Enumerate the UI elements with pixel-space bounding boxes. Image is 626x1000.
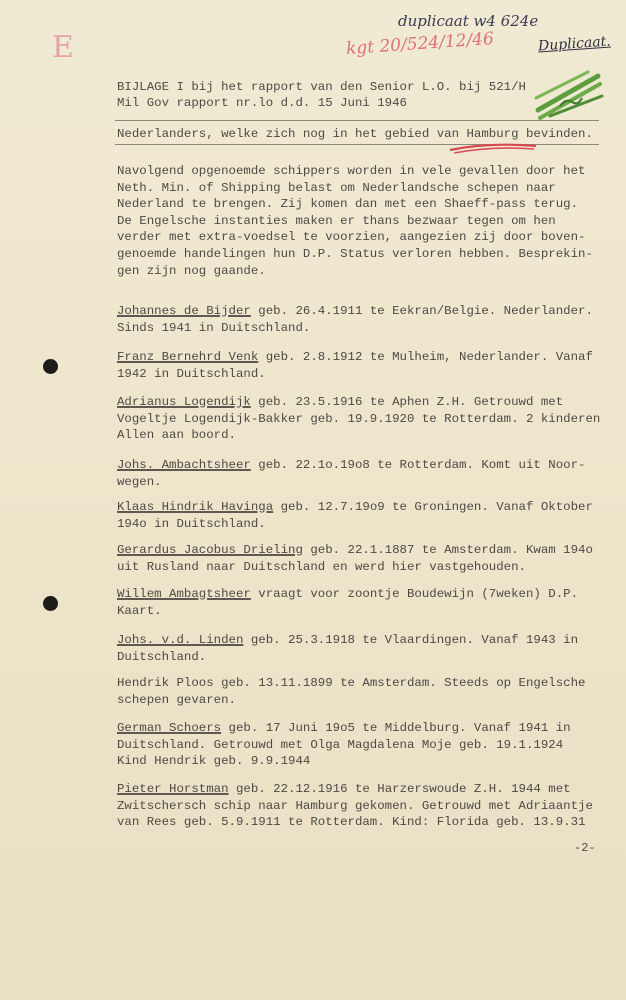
entry-text: geb. 25.3.1918 te Vlaardingen. Vanaf 1943 in xyxy=(243,633,579,647)
entry-text: Duitschland. xyxy=(117,649,207,664)
header-rule-top xyxy=(115,120,599,121)
intro-line: verder met extra-voedsel te voorzien, aangezien zij door boven- xyxy=(117,230,586,245)
person-entry xyxy=(117,675,607,708)
person-name: Johs. Ambachtsheer xyxy=(117,458,251,472)
punch-hole xyxy=(43,359,58,374)
handwritten-reference-number: kgt 20/524/12/46 xyxy=(345,28,495,60)
person-entry xyxy=(117,720,607,770)
entry-text: Sinds 1941 in Duitschland. xyxy=(117,320,311,335)
person-name: Klaas Hindrik Havinga xyxy=(117,500,274,514)
entry-text: 1942 in Duitschland. xyxy=(117,366,266,381)
entry-text: Kind Hendrik geb. 9.9.1944 xyxy=(117,754,311,769)
handwritten-duplicaat-note: duplicaat w4 624e xyxy=(398,12,539,30)
punch-hole xyxy=(43,596,58,611)
intro-line: gen zijn nog gaande. xyxy=(117,263,266,278)
person-name: Adrianus Logendijk xyxy=(117,395,251,409)
entry-text: uit Rusland naar Duitschland en werd hier vastgehouden. xyxy=(117,559,526,574)
subject-line: Nederlanders, welke zich nog in het gebied van Hamburg bevinden. xyxy=(117,127,593,141)
attachment-header-line2: Mil Gov rapport nr.lo d.d. 15 Juni 1946 xyxy=(117,96,407,110)
entry-text: geb. 2.8.1912 te Mulheim, Nederlander. Vanaf xyxy=(258,350,593,364)
person-name: Hendrik Ploos xyxy=(117,676,214,690)
entry-text: Duitschland. Getrouwd met Olga Magdalena Moje geb. 19.1.1924 xyxy=(117,737,564,752)
person-entry xyxy=(117,303,607,336)
person-entry xyxy=(117,586,607,619)
entry-text: geb. 13.11.1899 te Amsterdam. Steeds op Engelsche xyxy=(213,676,586,690)
person-name: Johs. v.d. Linden xyxy=(117,633,244,647)
entry-text: geb. 17 Juni 19o5 te Middelburg. Vanaf 1941 in xyxy=(221,721,571,735)
entry-text: van Rees geb. 5.9.1911 te Rotterdam. Kind: Florida geb. 13.9.31 xyxy=(117,815,586,830)
person-name: Pieter Horstman xyxy=(117,782,229,796)
person-entry xyxy=(117,499,607,532)
person-name: Franz Bernehrd Venk xyxy=(117,350,259,364)
intro-paragraph xyxy=(117,163,607,279)
green-crayon-mark xyxy=(532,68,604,122)
entry-text: geb. 22.12.1916 te Harzerswoude Z.H. 1944 met xyxy=(228,782,571,796)
person-entry xyxy=(117,781,607,831)
red-pencil-underline xyxy=(448,140,538,154)
entry-text: geb. 22.1.1887 te Amsterdam. Kwam 194o xyxy=(302,543,593,557)
entry-text: geb. 26.4.1911 te Eekran/Belgie. Nederlander. xyxy=(250,304,593,318)
person-entry xyxy=(117,349,607,382)
entry-text: Zwitschersch schip naar Hamburg gekomen. Getrouwd met Adriaantje xyxy=(117,798,593,813)
entry-text: Vogeltje Logendijk-Bakker geb. 19.9.1920 te Rotterdam. 2 kinderen xyxy=(117,411,601,426)
entry-text: geb. 12.7.19o9 te Groningen. Vanaf Oktober xyxy=(273,500,593,514)
person-name: Johannes de Bijder xyxy=(117,304,251,318)
entry-text: schepen gevaren. xyxy=(117,692,236,707)
entry-text: Allen aan boord. xyxy=(117,428,236,443)
person-name: Willem Ambagtsheer xyxy=(117,587,251,601)
entry-text: Kaart. xyxy=(117,603,162,618)
entry-text: geb. 22.1o.19o8 te Rotterdam. Komt uit Noor- xyxy=(250,458,586,472)
page-number: -2- xyxy=(574,841,596,855)
entry-text: wegen. xyxy=(117,474,162,489)
person-entry xyxy=(117,632,607,665)
handwritten-duplicaat-signature: Duplicaat. xyxy=(537,33,612,55)
entry-text: vraagt voor zoontje Boudewijn (7weken) D.P. xyxy=(250,587,579,601)
person-entry xyxy=(117,394,607,444)
intro-line: De Engelsche instanties maken er thans bezwaar tegen om hen xyxy=(117,213,556,228)
person-entry xyxy=(117,457,607,490)
intro-line: Navolgend opgenoemde schippers worden in vele gevallen door het xyxy=(117,164,586,178)
intro-line: Nederland te brengen. Zij komen dan met een Shaeff-pass terug. xyxy=(117,197,579,212)
person-name: German Schoers xyxy=(117,721,222,735)
person-name: Gerardus Jacobus Drieling xyxy=(117,543,303,557)
handwritten-e-mark: E xyxy=(52,30,74,65)
intro-line: genoemde handelingen hun D.P. Status verloren hebben. Besprekin- xyxy=(117,246,593,261)
attachment-header-line1: BIJLAGE I bij het rapport van den Senior L.O. bij 521/H xyxy=(117,80,526,94)
entry-text: geb. 23.5.1916 te Aphen Z.H. Getrouwd met xyxy=(250,395,564,409)
entry-text: 194o in Duitschland. xyxy=(117,516,266,531)
person-entry xyxy=(117,542,607,575)
intro-line: Neth. Min. of Shipping belast om Nederlandsche schepen naar xyxy=(117,180,556,195)
